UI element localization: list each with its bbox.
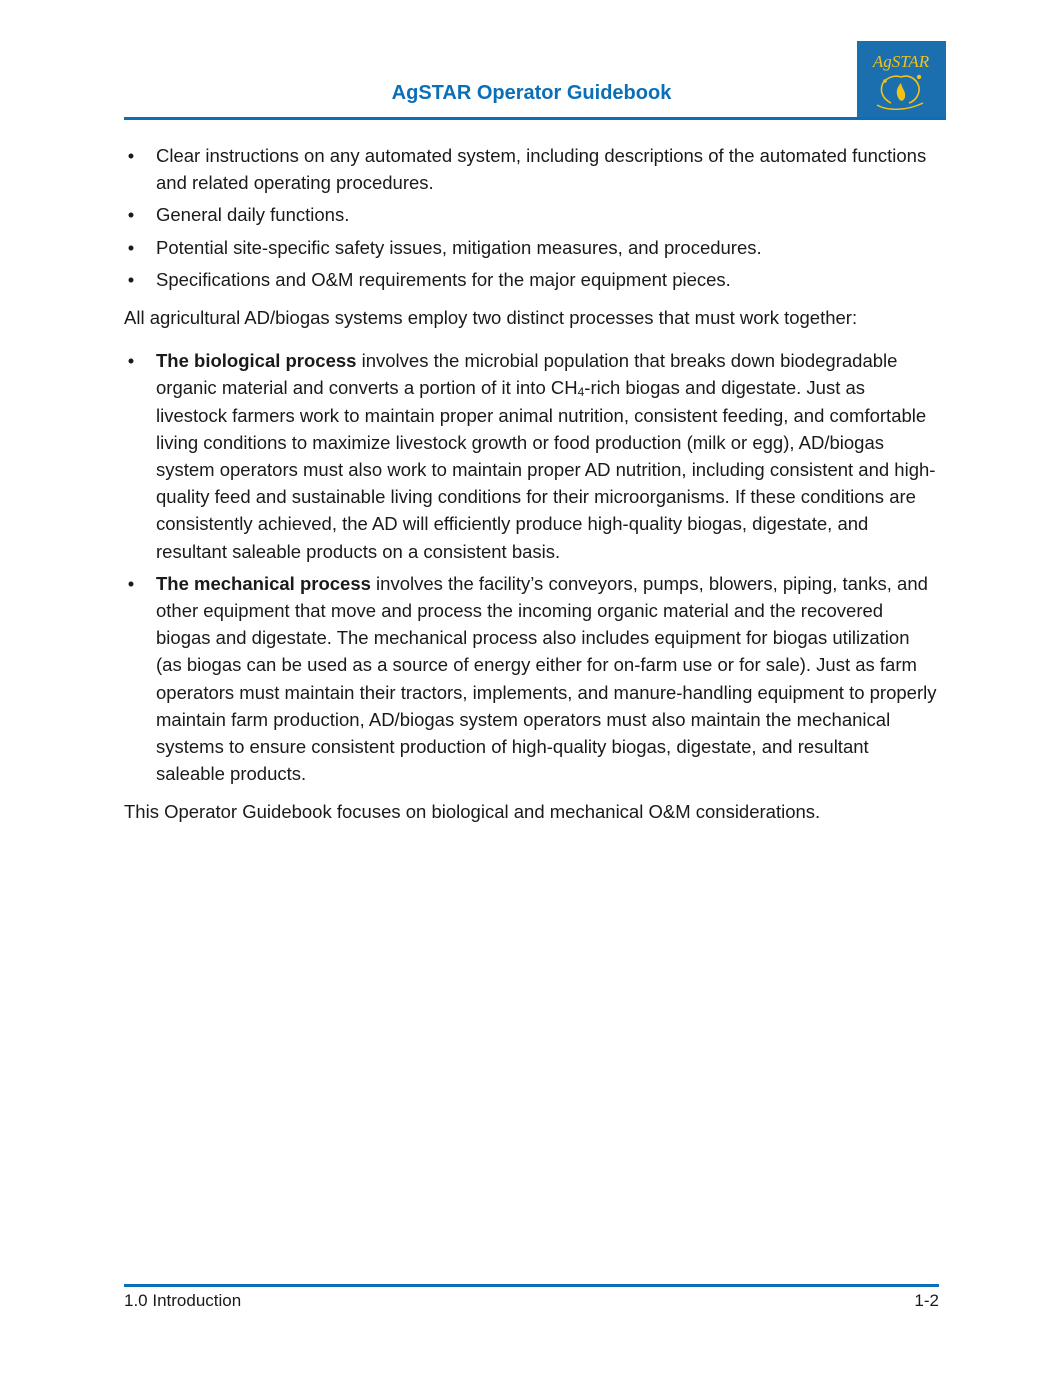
footer-divider bbox=[124, 1284, 939, 1287]
term-mechanical-process: The mechanical process bbox=[156, 572, 371, 594]
paragraph-processes-intro: All agricultural AD/biogas systems employ two distinct processes that must work together: bbox=[124, 307, 858, 329]
list-item: • General daily functions. bbox=[124, 201, 939, 228]
header-divider bbox=[124, 117, 946, 120]
logo-wordmark: AgSTAR bbox=[872, 52, 930, 71]
bullet-icon: • bbox=[127, 236, 135, 258]
page-header-title: AgSTAR Operator Guidebook bbox=[391, 82, 672, 104]
list-item: • Specifications and O&M requirements for the major equipment pieces. bbox=[124, 266, 939, 293]
bullet-icon: • bbox=[127, 204, 135, 226]
intro-bullet-list bbox=[124, 142, 939, 293]
bullet-icon: • bbox=[127, 350, 135, 372]
process-bullet-list bbox=[124, 347, 939, 787]
bullet-icon: • bbox=[127, 572, 135, 594]
list-item: • Clear instructions on any automated system, including descriptions of the automated functions and related operating procedures. bbox=[124, 142, 939, 196]
agstar-logo bbox=[857, 41, 946, 120]
footer-page-number: 1-2 bbox=[914, 1291, 939, 1310]
main-content bbox=[124, 142, 939, 842]
list-item: • Potential site-specific safety issues, mitigation measures, and procedures. bbox=[124, 234, 939, 261]
paragraph-guidebook-focus: This Operator Guidebook focuses on biological and mechanical O&M considerations. bbox=[124, 801, 821, 823]
bullet-icon: • bbox=[127, 268, 135, 290]
footer-section-name: 1.0 Introduction bbox=[124, 1291, 242, 1310]
list-item-biological-process: • The biological process involves the microbial population that breaks down biodegradable organic material and converts a portion of it into $CH_4$-rich biogas and digestate. Just as livestock farmers work to maintain proper animal nutrition, consistent feeding, and comfortable living conditions to maximize livestock growth or food production (milk or egg), AD/biogas system operators must also work to maintain proper AD nutrition, including consistent and high-quality feed and sustainable living conditions for their microorganisms. If these conditions are consistently achieved, the AD will efficiently produce high-quality biogas, digestate, and resultant saleable products on a consistent basis. bbox=[124, 347, 939, 565]
bullet-icon: • bbox=[127, 145, 135, 166]
term-biological-process: The biological process bbox=[156, 350, 357, 372]
list-item-mechanical-process: • The mechanical process involves the facility’s conveyors, pumps, blowers, piping, tanks, and other equipment that move and process the incoming organic material and the recovered biogas and digestate. The mechanical process also includes equipment for biogas utilization (as biogas can be used as a source of energy either for on-farm use or for sale). Just as farm operators must maintain their tractors, implements, and manure-handling equipment to properly maintain farm production, AD/biogas system operators must also maintain the mechanical systems to ensure consistent production of high-quality biogas, digestate, and resultant saleable products. bbox=[124, 570, 939, 788]
